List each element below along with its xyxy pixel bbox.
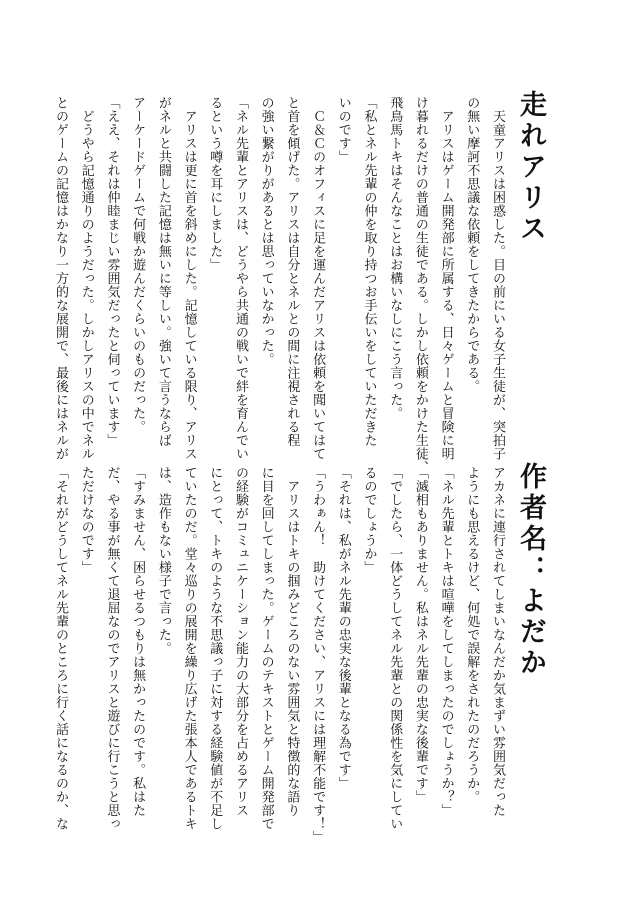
text-line: とのゲームの記憶はかなり一方的な展開で、最後にはネルが [53,96,69,461]
text-line: Ｃ＆Ｃのオフィスに足を運んだアリスは依頼を聞いてはて [310,96,326,461]
text-line: 「私とネル先輩の仲を取り持つお手伝いをしていただきた [361,96,377,447]
text-line: ただけなのです」 [78,466,94,574]
text-line: アリスはトキの掴みどころのない雰囲気と特徴的な語り [284,466,300,817]
text-line: 「ネル先輩とトキは喧嘩をしてしまったのでしょうか？」 [438,466,454,817]
text-line: 「ええ、それは仲睦まじい雰囲気だったと伺っています」 [104,96,120,447]
text-line: にとって、トキのような不思議っ子に対する経験値が不足し [207,466,223,831]
text-line: 天童アリスは困惑した。目の前にいる女子生徒が、突拍子 [490,96,505,461]
text-line: アリスは更に首を斜めにした。記憶している限り、アリス [181,96,197,461]
text-line: ていたのだ。堂々巡りの展開を繰り広げた張本人であるトキ [181,466,197,831]
text-line: 「ネル先輩とアリスは、どうやら共通の戦いで絆を育んでい [232,96,248,461]
text-line: 「すみません、困らせるつもりは無かったのです。私はた [130,466,146,817]
text-line: るという噂を耳にしました」 [207,96,223,272]
text-line: け暮れるだけの普通の生徒である。しかし依頼をかけた生徒、 [412,96,428,474]
text-line: アーケードゲームで何戦か遊んだくらいのものだった。 [130,96,146,434]
text-line: ようにも思えるけど、何処で誤解をされたのだろうか。 [464,466,480,804]
text-line: るのでしょうか」 [361,466,377,574]
text-line: の無い摩訶不思議な依頼をしてきたからである。 [464,96,480,393]
text-line: 「それは、私がネル先輩の忠実な後輩となる為です」 [335,466,351,790]
upper-text-block [53,96,510,474]
text-line: と首を傾げた。アリスは自分とネルとの間に注視される程 [284,96,300,447]
text-line: は、造作もない様子で言った。 [155,466,171,655]
text-line: 「でしたら、一体どうしてネル先輩との関係性を気にしてい [387,466,403,831]
text-line: 「滅相もありません。私はネル先輩の忠実な後輩です」 [412,466,428,804]
text-line: に目を回してしまった。ゲームのテキストとゲーム開発部で [258,466,274,831]
text-line: 「うわぁん！ 助けてください、アリスには理解不能です！」 [310,466,326,844]
text-line: がネルと共闘した記憶は無いに等しい。強いて言うならば [155,96,171,447]
text-line: いのです」 [335,96,351,164]
lower-text-block [53,466,510,844]
text-line: アカネに連行されてしまいなんだか気まずい雰囲気だった [490,466,505,817]
text-line: アリスはゲーム開発部に所属する、日々ゲームと冒険に明 [438,96,454,461]
text-line: どうやら記憶通りのようだった。しかしアリスの中でネル [78,96,94,461]
text-line: の経験がコミュニケーション能力の大部分を占めるアリス [232,466,248,817]
text-line: 飛鳥馬トキはそんなことはお構いなしにこう言った。 [387,96,403,420]
text-line: 「それがどうしてネル先輩のところに行く話になるのか、な [53,466,69,831]
story-title: 走れアリス [515,90,546,245]
text-line: の強い繋がりがあるとは思っていなかった。 [258,96,274,366]
author-name: 作者名：よだか [515,462,546,679]
text-line: だ、やる事が無くて退屈なのでアリスと遊びに行こうと思っ [104,466,120,831]
